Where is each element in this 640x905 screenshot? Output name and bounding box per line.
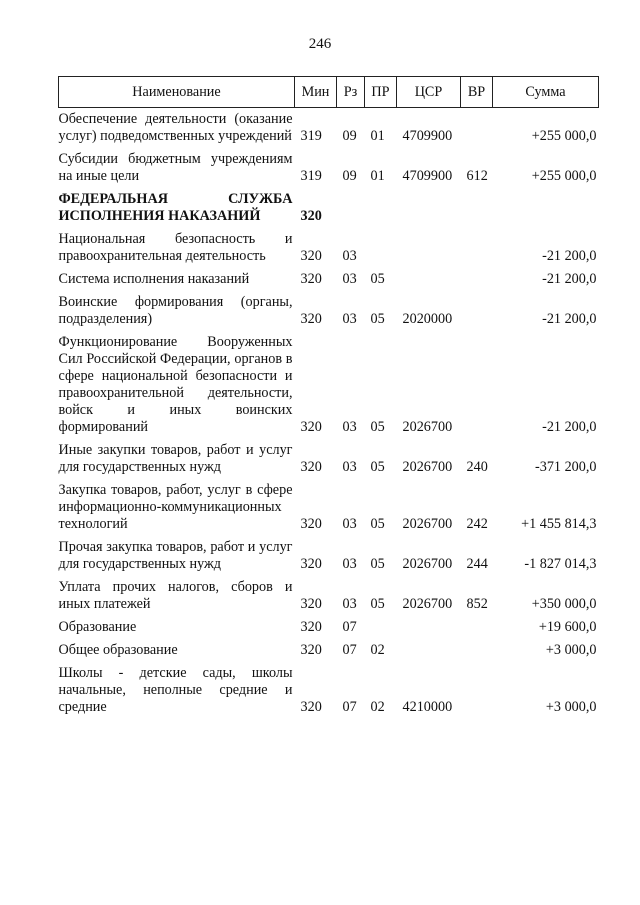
row-min: 320 <box>300 419 322 435</box>
row-name: Субсидии бюджетным учреждениям на иные цели <box>58 151 293 184</box>
row-pr: 05 <box>370 459 385 475</box>
row-csr <box>397 268 461 291</box>
row-rz: 03 <box>342 248 357 264</box>
row-vr <box>461 662 493 719</box>
row-pr: 05 <box>370 311 385 327</box>
row-name: Национальная безопасность и правоохранительная деятельность <box>58 231 293 264</box>
row-sum: +255 000,0 <box>531 168 597 184</box>
row-min: 319 <box>300 168 322 184</box>
row-csr <box>397 616 461 639</box>
row-min: 320 <box>300 516 322 532</box>
row-csr: 2026700 <box>402 556 453 572</box>
table-row <box>59 188 599 228</box>
row-name: Прочая закупка товаров, работ и услуг для государственных нужд <box>58 539 293 572</box>
row-csr <box>397 188 461 228</box>
table-row <box>59 639 599 662</box>
table-row <box>59 662 599 719</box>
table-row <box>59 228 599 268</box>
row-csr: 2026700 <box>402 419 453 435</box>
row-pr: 05 <box>370 271 385 287</box>
header-rz: Рз <box>337 77 365 108</box>
row-pr: 05 <box>370 419 385 435</box>
row-vr <box>461 291 493 331</box>
row-vr <box>461 616 493 639</box>
row-vr <box>461 639 493 662</box>
row-csr: 2020000 <box>402 311 453 327</box>
row-pr: 01 <box>370 128 385 144</box>
page-number: 246 <box>308 36 332 52</box>
row-vr: 612 <box>466 168 488 184</box>
row-sum <box>493 188 599 228</box>
row-rz: 03 <box>342 596 357 612</box>
row-sum: -21 200,0 <box>542 311 597 327</box>
budget-table <box>58 76 599 719</box>
row-min: 320 <box>300 208 322 224</box>
row-name: Общее образование <box>58 642 178 658</box>
row-sum: -21 200,0 <box>542 271 597 287</box>
row-vr: 240 <box>466 459 488 475</box>
table-row <box>59 439 599 479</box>
row-pr <box>365 616 397 639</box>
row-csr: 2026700 <box>402 516 453 532</box>
row-sum: -1 827 014,3 <box>524 556 597 572</box>
row-rz: 03 <box>342 459 357 475</box>
row-min: 320 <box>300 596 322 612</box>
row-vr <box>461 188 493 228</box>
header-csr: ЦСР <box>397 77 461 108</box>
row-csr: 4709900 <box>402 168 453 184</box>
row-min: 320 <box>300 271 322 287</box>
table-body <box>59 108 599 720</box>
row-pr: 02 <box>370 642 385 658</box>
header-sum: Сумма <box>493 77 599 108</box>
row-name: Школы - детские сады, школы начальные, неполные средние и средние <box>58 665 293 715</box>
row-sum: -21 200,0 <box>542 419 597 435</box>
row-min: 320 <box>300 619 322 635</box>
row-pr: 05 <box>370 516 385 532</box>
header-min: Мин <box>295 77 337 108</box>
row-rz: 03 <box>342 516 357 532</box>
row-sum: +350 000,0 <box>531 596 597 612</box>
row-csr: 2026700 <box>402 596 453 612</box>
header-name: Наименование <box>59 77 295 108</box>
row-csr: 2026700 <box>402 459 453 475</box>
row-rz: 03 <box>342 419 357 435</box>
table-row <box>59 331 599 439</box>
row-pr: 02 <box>370 699 385 715</box>
row-rz: 09 <box>342 168 357 184</box>
row-rz: 07 <box>342 642 357 658</box>
row-rz: 03 <box>342 556 357 572</box>
table-row <box>59 536 599 576</box>
row-sum: -21 200,0 <box>542 248 597 264</box>
row-min: 320 <box>300 248 322 264</box>
row-name: Функционирование Вооруженных Сил Российской Федерации, органов в сфере национальной безопасности и правоохранительной деятельности, войск и иных воинских формирований <box>58 334 293 435</box>
row-vr <box>461 108 493 149</box>
row-sum: -371 200,0 <box>535 459 597 475</box>
table-row <box>59 108 599 149</box>
table-row <box>59 576 599 616</box>
row-pr <box>365 188 397 228</box>
row-name: Система исполнения наказаний <box>58 271 250 287</box>
row-min: 320 <box>300 311 322 327</box>
row-min: 320 <box>300 699 322 715</box>
table-row <box>59 291 599 331</box>
row-vr <box>461 331 493 439</box>
row-name: Образование <box>58 619 137 635</box>
row-name: Уплата прочих налогов, сборов и иных платежей <box>58 579 293 612</box>
row-name: ФЕДЕРАЛЬНАЯ СЛУЖБА ИСПОЛНЕНИЯ НАКАЗАНИЙ <box>58 191 293 224</box>
row-vr: 244 <box>466 556 488 572</box>
header-vr: ВР <box>461 77 493 108</box>
row-sum: +3 000,0 <box>545 642 597 658</box>
table-header-row <box>59 77 599 108</box>
row-rz: 03 <box>342 311 357 327</box>
row-name: Иные закупки товаров, работ и услуг для государственных нужд <box>58 442 293 475</box>
row-vr: 852 <box>466 596 488 612</box>
row-min: 319 <box>300 128 322 144</box>
table-row <box>59 479 599 536</box>
row-sum: +3 000,0 <box>545 699 597 715</box>
row-rz: 07 <box>342 619 357 635</box>
header-pr: ПР <box>365 77 397 108</box>
row-csr <box>397 228 461 268</box>
row-rz <box>337 188 365 228</box>
row-csr: 4709900 <box>402 128 453 144</box>
row-min: 320 <box>300 642 322 658</box>
row-name: Воинские формирования (органы, подразделения) <box>58 294 293 327</box>
row-csr: 4210000 <box>402 699 453 715</box>
row-csr <box>397 639 461 662</box>
row-pr <box>365 228 397 268</box>
row-vr <box>461 268 493 291</box>
row-rz: 07 <box>342 699 357 715</box>
row-name: Обеспечение деятельности (оказание услуг) подведомственных учреждений <box>58 111 293 144</box>
row-rz: 03 <box>342 271 357 287</box>
row-sum: +19 600,0 <box>538 619 597 635</box>
row-vr: 242 <box>466 516 488 532</box>
row-min: 320 <box>300 556 322 572</box>
table-row <box>59 268 599 291</box>
row-min: 320 <box>300 459 322 475</box>
table-row <box>59 148 599 188</box>
row-sum: +255 000,0 <box>531 128 597 144</box>
row-pr: 05 <box>370 556 385 572</box>
table-row <box>59 616 599 639</box>
row-pr: 05 <box>370 596 385 612</box>
row-vr <box>461 228 493 268</box>
row-rz: 09 <box>342 128 357 144</box>
row-sum: +1 455 814,3 <box>521 516 597 532</box>
row-name: Закупка товаров, работ, услуг в сфере информационно-коммуникационных технологий <box>58 482 293 532</box>
row-pr: 01 <box>370 168 385 184</box>
